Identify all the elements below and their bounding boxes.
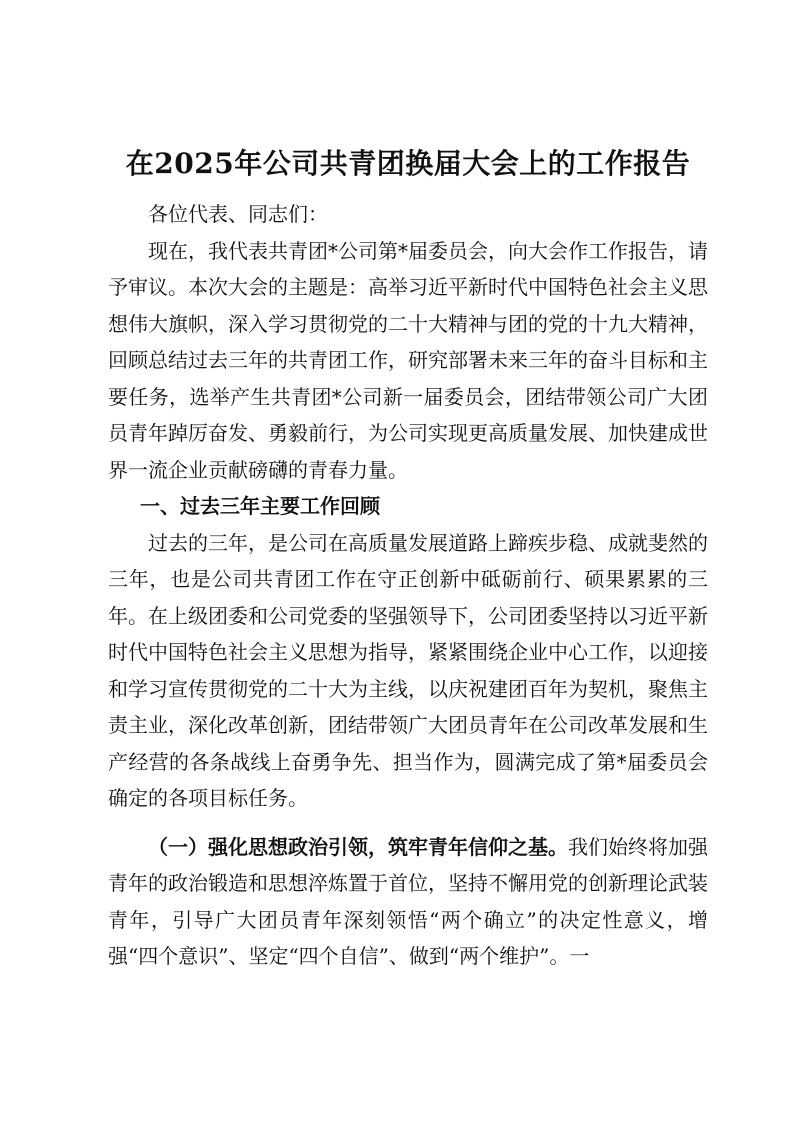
salutation: 各位代表、同志们： bbox=[148, 202, 328, 226]
document-page bbox=[108, 140, 708, 975]
section-heading-1: 一、过去三年主要工作回顾 bbox=[140, 494, 380, 518]
subsection-1-paragraph bbox=[108, 829, 708, 975]
intro-paragraph: 现在，我代表共青团*公司第*届委员会，向大会作工作报告，请予审议。本次大会的主题是：高举习近平新时代中国特色社会主义思想伟大旗帜，深入学习贯彻党的二十大精神与团的党的十九大精神，回顾总结过去三年的共青团工作，研究部署未来三年的奋斗目标和主要任务，选举产生共青团*公司新一届委员会，团结带领公司广大团员青年踔厉奋发、勇毅前行，为公司实现更高质量发展、加快建成世界一流企业贡献磅礴的青春力量。 bbox=[108, 238, 708, 482]
section-1-paragraph: 过去的三年，是公司在高质量发展道路上蹄疾步稳、成就斐然的三年，也是公司共青团工作在守正创新中砥砺前行、硕果累累的三年。在上级团委和公司党委的坚强领导下，公司团委坚持以习近平新时代中国特色社会主义思想为指导，紧紧围绕企业中心工作，以迎接和学习宣传贯彻党的二十大为主线，以庆祝建团百年为契机，聚焦主责主业，深化改革创新，团结带领广大团员青年在公司改革发展和生产经营的各条战线上奋勇争先、担当作为，圆满完成了第*届委员会确定的各项目标任务。 bbox=[108, 530, 708, 810]
subsection-heading-1: （一）强化思想政治引领，筑牢青年信仰之基。 bbox=[148, 834, 568, 859]
subsection-1-text: 我们始终将加强青年的政治锻造和思想淬炼置于首位，坚持不懈用党的创新理论武装青年，引导广大团员青年深刻领悟“两个确立”的决定性意义，增强“四个意识”、坚定“四个自信”、做到“两个维护”。一 bbox=[108, 834, 708, 968]
document-title: 在2025年公司共青团换届大会上的工作报告 bbox=[125, 147, 691, 180]
